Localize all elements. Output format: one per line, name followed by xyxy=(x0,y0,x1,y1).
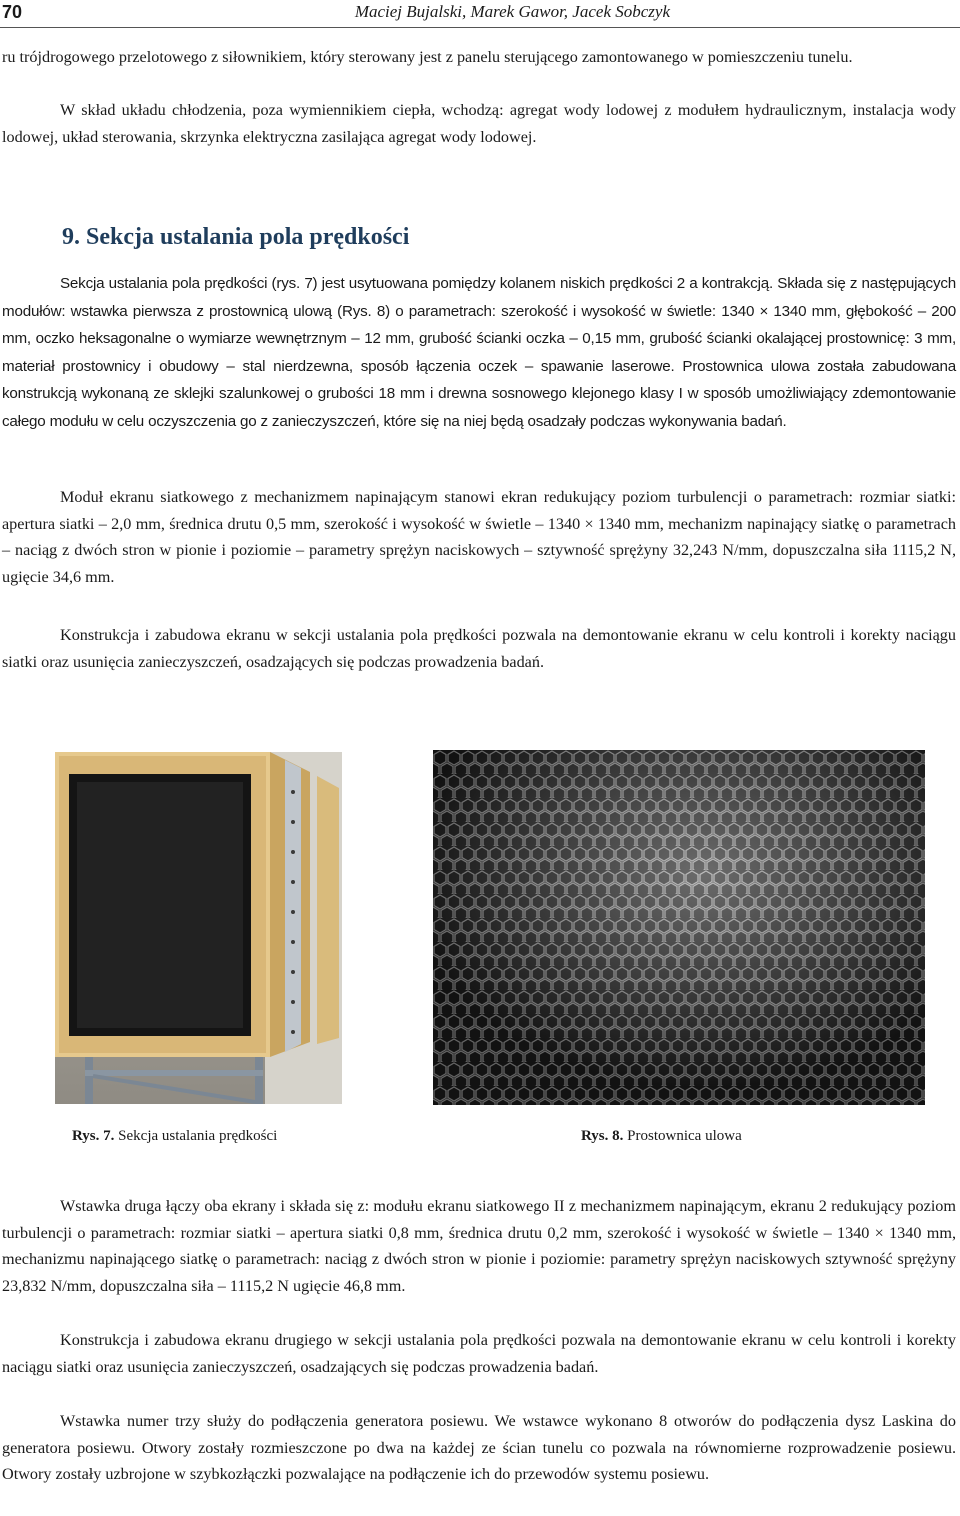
figure-8-label: Rys. 8. xyxy=(581,1128,624,1144)
figure-7-caption xyxy=(72,1128,277,1145)
settling-section-image xyxy=(55,752,342,1104)
intro-paragraph-2: W skład układu chłodzenia, poza wymiennikiem ciepła, wchodzą: agregat wody lodowej z modułem hydraulicznym, instalacja wody lodowej, układ sterowania, skrzynka elektryczna zasilająca agregat wody lodowej. xyxy=(2,101,956,146)
section-heading: 9. Sekcja ustalania pola prędkości xyxy=(62,224,410,250)
running-head-authors: Maciej Bujalski, Marek Gawor, Jacek Sobczyk xyxy=(354,2,670,21)
section-paragraph-1 xyxy=(2,270,956,435)
after-paragraph-2: Konstrukcja i zabudowa ekranu drugiego w sekcji ustalania pola prędkości pozwala na demontowanie ekranu w celu kontroli i korekty naciągu siatki oraz usunięcia zanieczyszczeń, osadzających się podczas prowadzenia badań. xyxy=(2,1331,956,1376)
figure-7-text: Sekcja ustalania prędkości xyxy=(114,1128,278,1144)
section-paragraph-2: Moduł ekranu siatkowego z mechanizmem napinającym stanowi ekran redukujący poziom turbulencji o parametrach: rozmiar siatki: apertura siatki – 2,0 mm, średnica drutu 0,5 mm, szerokość i wysokość w świetle – 1340 × 1340 mm, mechanizm napinający siatkę o parametrach – naciąg z dwóch stron w pionie i poziomie – parametry sprężyn naciskowych – sztywność sprężyny 32,243 N/mm, dopuszczalna siła 1115,2 N, ugięcie 34,6 mm. xyxy=(2,488,956,586)
after-paragraph-1: Wstawka druga łączy oba ekrany i składa się z: modułu ekranu siatkowego II z mechanizmem napinającym, ekranu 2 redukujący poziom turbulencji o parametrach: rozmiar siatki – apertura siatki 0,8 mm, średnica drutu 0,2 mm, szerokość i wysokość w świetle – 1340 × 1340 mm, mechanizmu napinającego siatkę o parametrach: naciąg z dwóch stron w pionie i poziomie: parametry sprężyn naciskowych sztywność sprężyny 23,832 N/mm, dopuszczalna siła – 1115,2 N ugięcie 46,8 mm. xyxy=(2,1197,956,1295)
honeycomb-image xyxy=(433,750,925,1105)
header-rule xyxy=(0,27,960,28)
figure-8-caption xyxy=(581,1128,742,1145)
page-header xyxy=(0,0,960,30)
intro-paragraph-1: ru trójdrogowego przelotowego z siłownikiem, który sterowany jest z panelu sterującego zamontowanego w pomieszczeniu tunelu. xyxy=(2,48,853,66)
figure-8-photo xyxy=(433,750,925,1105)
figure-7-photo xyxy=(55,752,342,1104)
section-paragraph-3: Konstrukcja i zabudowa ekranu w sekcji ustalania pola prędkości pozwala na demontowanie ekranu w celu kontroli i korekty naciągu siatki oraz usunięcia zanieczyszczeń, osadzających się podczas prowadzenia badań. xyxy=(2,626,956,671)
section-paragraph-1-text: Sekcja ustalania pola prędkości (rys. 7) jest usytuowana pomiędzy kolanem niskich prędkości 2 a kontrakcją. Składa się z następujących modułów: wstawka pierwsza z prostownicą ulową (Rys. 8) o parametrach: szerokość i wysokość w świetle: 1340 × 1340 mm, głębokość – 200 mm, oczko heksagonalne o wymiarze wewnętrznym – 12 mm, grubość ścianki oczka – 0,15 mm, grubość ścianki okalającej prostownicę: 3 mm, materiał prostownicy i obudowy – stal nierdzewna, sposób łączenia oczek – spawanie laserowe. Prostownica ulowa została zabudowana konstrukcją wykonaną ze sklejki szalunkowej o grubości 18 mm i drewna sosnowego klejonego klasy I w sposób umożliwiający zdemontowanie całego modułu w celu oczyszczenia go z zanieczyszczeń, które się na niej będą osadzały podczas wykonywania badań. xyxy=(2,275,956,430)
after-paragraph-3: Wstawka numer trzy służy do podłączenia generatora posiewu. We wstawce wykonano 8 otworów do podłączenia dysz Laskina do generatora posiewu. Otwory zostały rozmieszczone po dwa na każdej ze ścian tunelu co pozwala na równomierne rozprowadzenie posiewu. Otwory zostały uzbrojone w szybkozłączki pozwalające na podłączenie ich do przewodów systemu posiewu. xyxy=(2,1412,956,1483)
figure-8-text: Prostownica ulowa xyxy=(623,1128,742,1144)
figure-7-label: Rys. 7. xyxy=(72,1128,115,1144)
page-number: 70 xyxy=(2,2,23,22)
